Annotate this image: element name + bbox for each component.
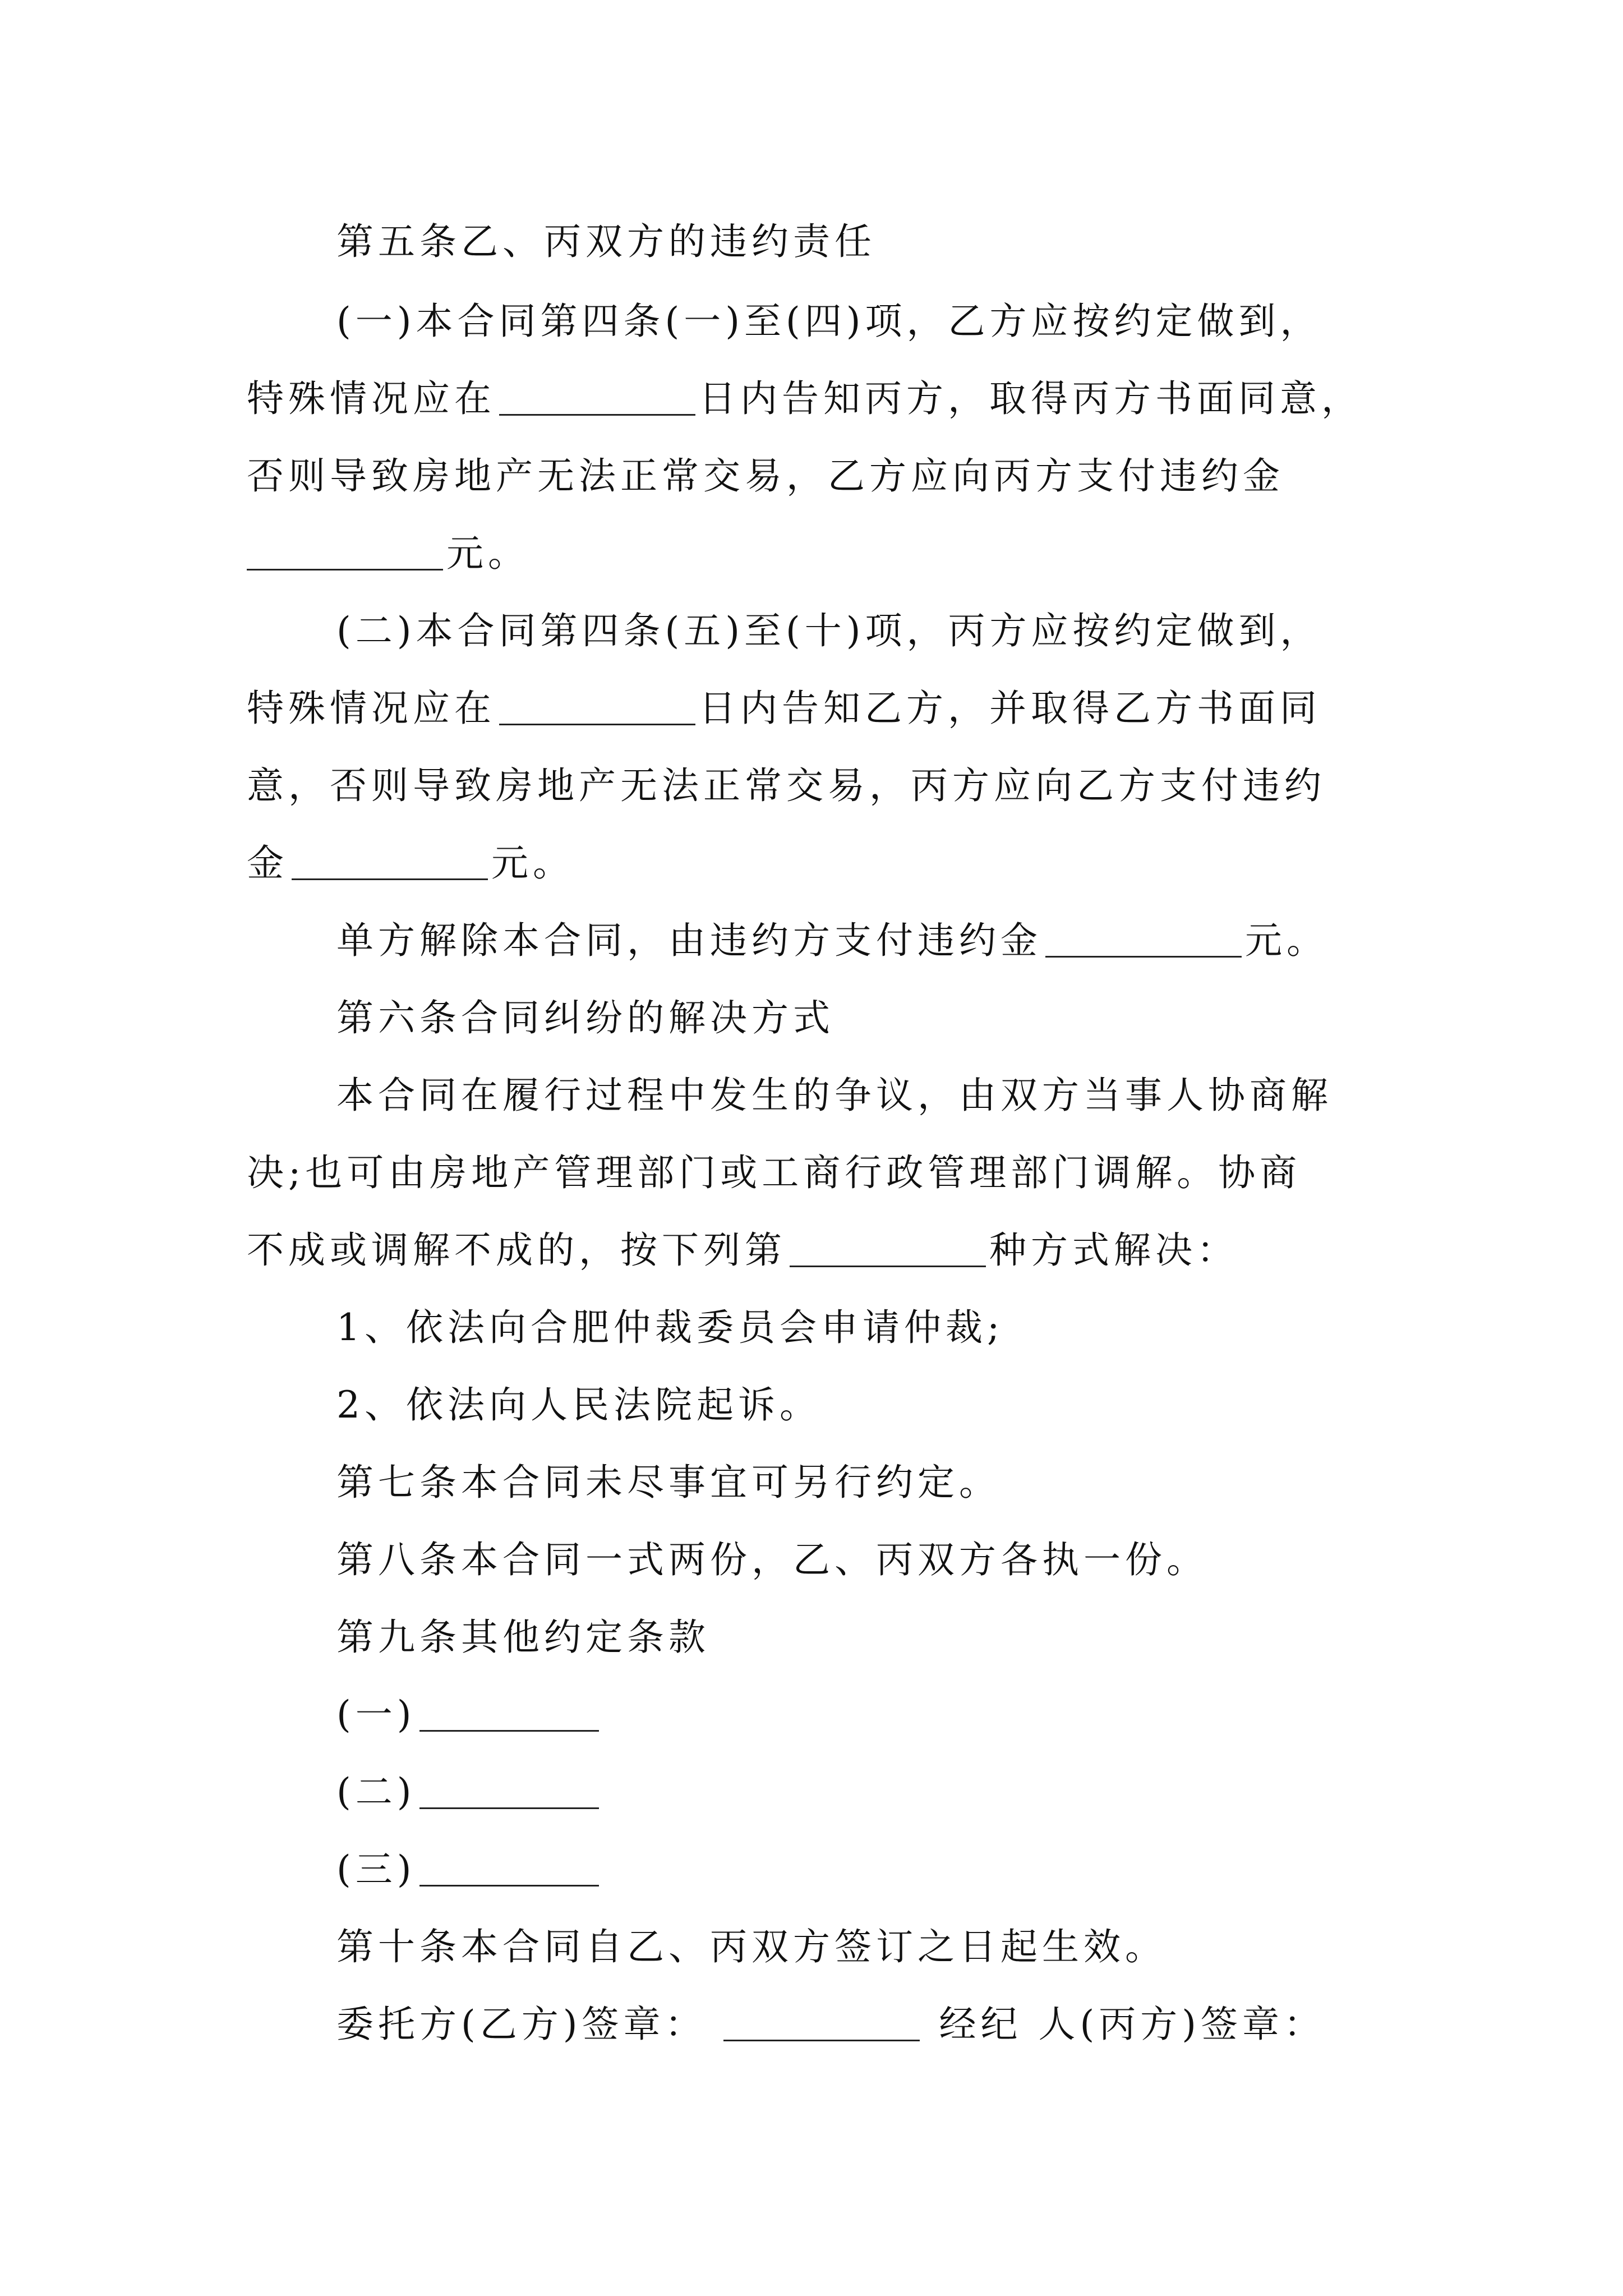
line-text: 特殊情况应在 [247,687,496,730]
penalty-amount-blank[interactable] [292,845,488,880]
article-8 [336,1538,1208,1581]
line-text: (二)本合同第四条(五)至(十)项，丙方应按约定做到， [336,609,1322,652]
article-5-clause-1-line-4 [247,532,529,575]
line-text: 本合同在履行过程中发生的争议，由双方当事人协商解 [336,1074,1332,1117]
article-6-option-1 [336,1306,1004,1349]
article-5-clause-2-line-4 [247,841,574,885]
line-text: 第九条其他约定条款 [336,1616,710,1659]
article-5-clause-2-line-3 [247,764,1326,807]
days-blank[interactable] [499,691,695,725]
line-text: 元。 [1245,919,1328,962]
line-text: (一) [336,1693,416,1736]
line-text: 不成或调解不成的，按下列第 [247,1228,786,1272]
article-10 [336,1925,1166,1968]
other-terms-blank[interactable] [419,1697,599,1732]
line-text: 否则导致房地产无法正常交易，乙方应向丙方支付违约金 [247,454,1284,498]
article-6-option-2 [336,1383,821,1427]
line-text: 单方解除本合同，由违约方支付违约金 [336,919,1042,962]
line-text: (一)本合同第四条(一)至(四)项，乙方应按约定做到， [336,300,1322,343]
line-text: 委托方(乙方)签章： [336,2003,707,2046]
signature-line [336,2003,1325,2046]
other-terms-blank[interactable] [419,1852,599,1887]
line-text: (三) [336,1848,416,1891]
line-text: (二) [336,1770,416,1814]
article-6-title [336,996,834,1039]
method-number-blank[interactable] [790,1232,986,1267]
article-5-termination [336,919,1328,962]
article-9-item-2 [336,1770,602,1814]
penalty-amount-blank[interactable] [1045,923,1242,958]
article-9-item-3 [336,1848,602,1891]
article-9-item-1 [336,1693,602,1736]
line-text: 2、依法向人民法院起诉。 [336,1383,821,1427]
article-5-clause-1-line-2 [247,377,1363,420]
line-text: 日内告知丙方，取得丙方书面同意， [699,377,1363,420]
line-text: 日内告知乙方，并取得乙方书面同 [699,687,1321,730]
line-text: 第六条合同纠纷的解决方式 [336,996,834,1039]
article-7 [336,1461,1000,1504]
article-6-line-1 [336,1074,1332,1117]
line-text: 金 [247,841,288,885]
principal-signature-blank[interactable] [723,2007,920,2041]
article-5-clause-1-line-1 [336,300,1322,343]
other-terms-blank[interactable] [419,1774,599,1809]
article-5-clause-2-line-1 [336,609,1322,652]
article-5-clause-2-line-2 [247,687,1321,730]
article-9-title [336,1616,710,1659]
line-text: 1、依法向合肥仲裁委员会申请仲裁; [336,1306,1004,1349]
article-5-clause-1-line-3 [247,454,1284,498]
article-6-line-2 [247,1151,1302,1194]
penalty-amount-blank[interactable] [247,536,443,570]
line-text: 种方式解决： [989,1228,1238,1272]
line-text: 意，否则导致房地产无法正常交易，丙方应向乙方支付违约 [247,764,1326,807]
line-text: 第七条本合同未尽事宜可另行约定。 [336,1461,1000,1504]
line-text: 特殊情况应在 [247,377,496,420]
line-text: 元。 [491,841,574,885]
days-blank[interactable] [499,381,695,416]
line-text: 第八条本合同一式两份，乙、丙双方各执一份。 [336,1538,1208,1581]
line-text: 决;也可由房地产管理部门或工商行政管理部门调解。协商 [247,1151,1302,1194]
line-text: 第十条本合同自乙、丙双方签订之日起生效。 [336,1925,1166,1968]
line-text: 经纪 人(丙方)签章： [923,2003,1325,2046]
article-6-line-3 [247,1228,1238,1272]
article-5-title [336,220,876,263]
line-text: 第五条乙、丙双方的违约责任 [336,220,876,263]
line-text: 元。 [446,532,529,575]
